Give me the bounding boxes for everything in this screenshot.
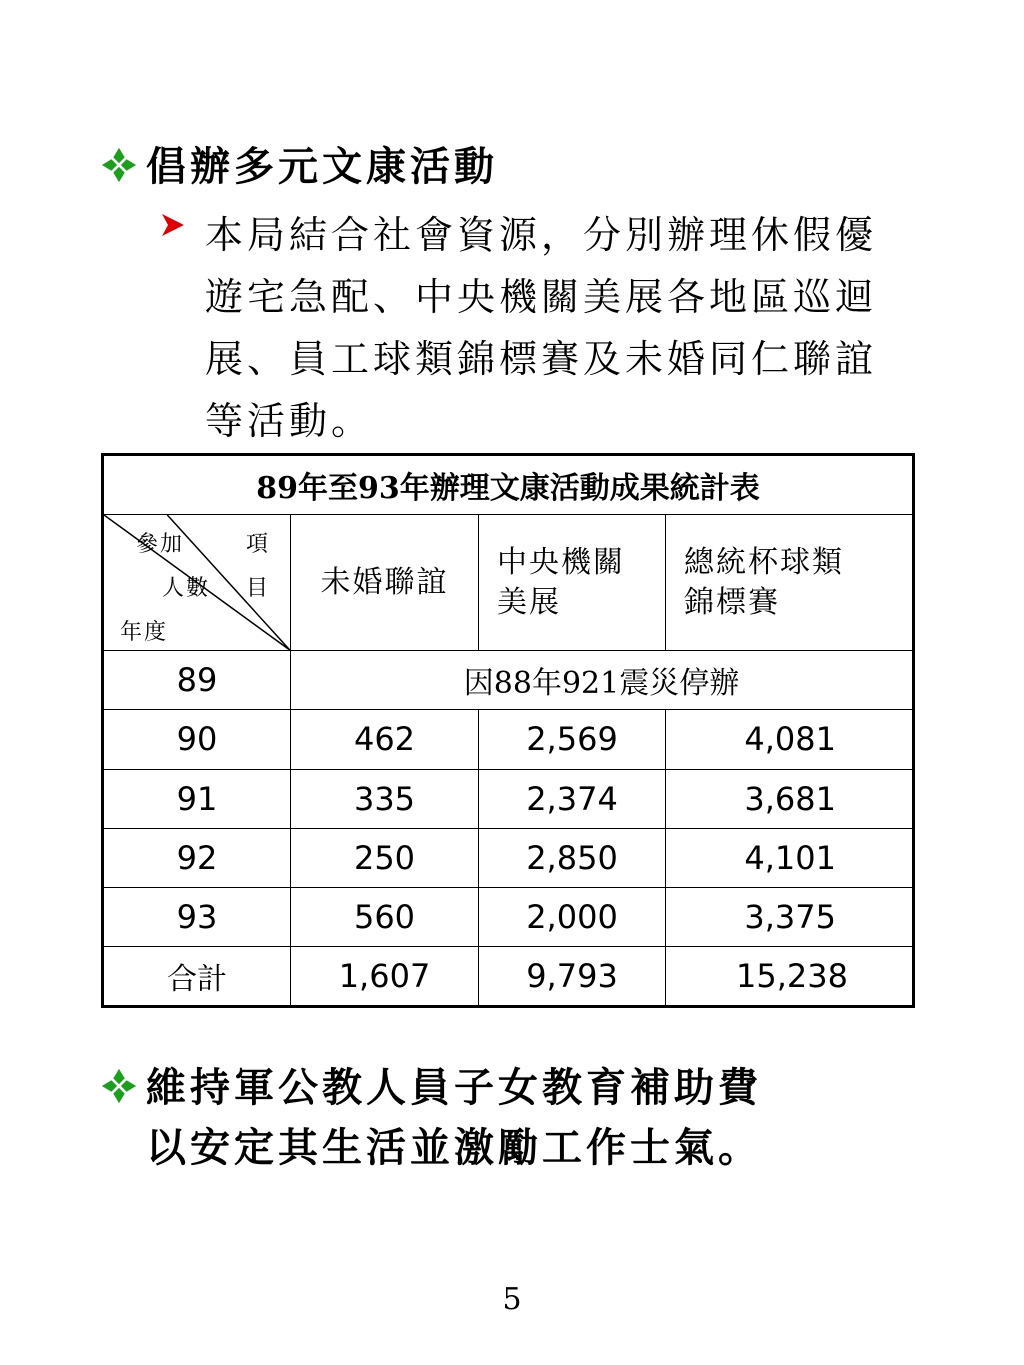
arrow-bullet-icon <box>160 212 186 238</box>
diagonal-header-cell <box>103 515 291 651</box>
year-cell: 92 <box>103 828 291 887</box>
col-header-unmarried: 未婚聯誼 <box>291 515 479 651</box>
section-heading-2 <box>100 1058 762 1178</box>
heading-2-line1: 維持軍公教人員子女教育補助費 <box>146 1064 762 1111</box>
table-row <box>103 887 914 946</box>
arrow-bullet <box>160 212 186 242</box>
value-cell: 462 <box>291 710 479 769</box>
page-number: 5 <box>502 1282 522 1317</box>
paragraph-line: 等活動。 <box>205 399 374 443</box>
diag-label-participants-1: 參加 <box>136 532 185 558</box>
diag-label-year: 年度 <box>120 620 169 646</box>
value-cell: 2,000 <box>479 887 666 946</box>
col-header-art-exhibit <box>479 515 666 651</box>
value-cell: 4,081 <box>666 710 914 769</box>
paragraph-line: 展、員工球類錦標賽及未婚同仁聯誼 <box>205 337 878 381</box>
section-heading-1 <box>100 138 498 196</box>
suspended-note: 因88年921震災停辦 <box>291 651 914 710</box>
value-cell: 250 <box>291 828 479 887</box>
total-cell: 15,238 <box>666 946 914 1006</box>
year-cell: 90 <box>103 710 291 769</box>
value-cell: 560 <box>291 887 479 946</box>
year-cell: 91 <box>103 769 291 828</box>
table-row <box>103 828 914 887</box>
value-cell: 3,375 <box>666 887 914 946</box>
activity-stats-table <box>101 453 915 1008</box>
table-row <box>103 769 914 828</box>
total-cell: 1,607 <box>291 946 479 1006</box>
year-cell: 93 <box>103 887 291 946</box>
value-cell: 3,681 <box>666 769 914 828</box>
col-header-ball-games <box>666 515 914 651</box>
paragraph-line: 遊宅急配、中央機關美展各地區巡迴 <box>205 275 878 319</box>
diag-label-participants-2: 人數 <box>162 576 211 602</box>
value-cell: 4,101 <box>666 828 914 887</box>
table-title: 89年至93年辦理文康活動成果統計表 <box>103 455 914 515</box>
diag-label-item-top: 項 <box>246 532 271 558</box>
heading-2-line2: 以安定其生活並激勵工作士氣。 <box>146 1124 762 1171</box>
table-row <box>103 710 914 769</box>
value-cell: 335 <box>291 769 479 828</box>
col-header-art-line1: 中央機關 <box>497 544 625 580</box>
value-cell: 2,569 <box>479 710 666 769</box>
col-header-ball-line1: 總統杯球類 <box>684 544 844 580</box>
activities-paragraph <box>205 204 945 452</box>
table-row <box>103 651 914 710</box>
value-cell: 2,374 <box>479 769 666 828</box>
total-label: 合計 <box>103 946 291 1006</box>
diag-label-item-bottom: 目 <box>246 576 271 602</box>
year-cell: 89 <box>103 651 291 710</box>
heading-1-text: 倡辦多元文康活動 <box>146 143 498 190</box>
diamond-bullet-icon <box>100 146 138 184</box>
table-total-row <box>103 946 914 1006</box>
diamond-bullet-icon <box>100 1067 138 1105</box>
total-cell: 9,793 <box>479 946 666 1006</box>
value-cell: 2,850 <box>479 828 666 887</box>
paragraph-line: 本局結合社會資源，分別辦理休假優 <box>205 213 878 257</box>
col-header-ball-line2: 錦標賽 <box>684 584 780 620</box>
col-header-art-line2: 美展 <box>497 584 561 620</box>
